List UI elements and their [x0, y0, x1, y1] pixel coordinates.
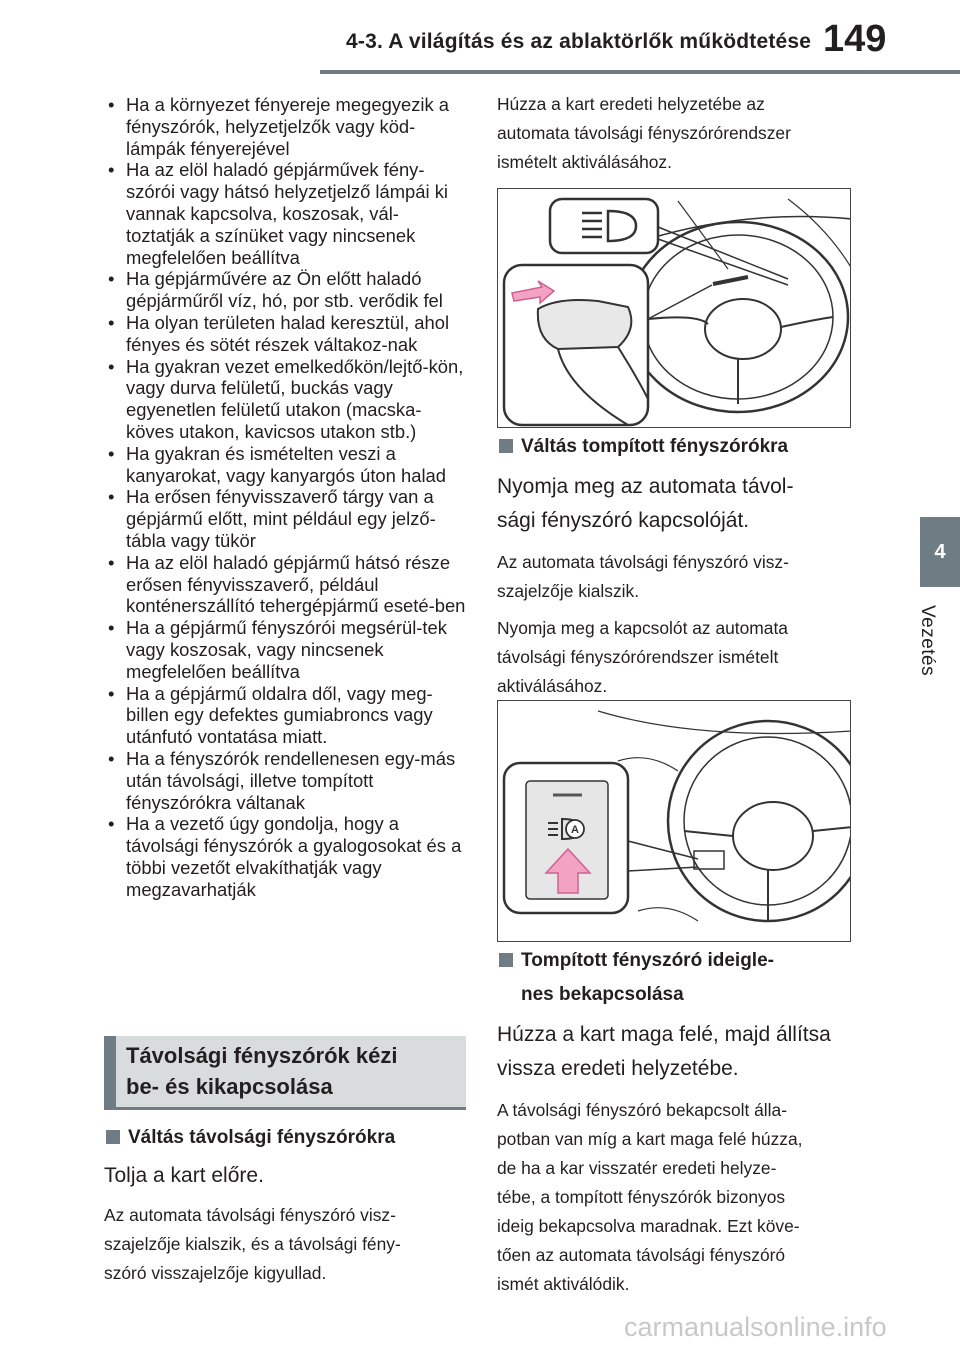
instruction-lead: Húzza a kart maga felé, majd állítsa: [497, 1023, 831, 1046]
instruction-lead: Tolja a kart előre.: [104, 1164, 264, 1187]
reactivate-text: [497, 90, 857, 177]
section-heading-line1: Távolsági fényszórók kézi: [126, 1043, 398, 1068]
condition-list: [104, 94, 466, 900]
list-item: • Ha a fényszórók rendellenesen egy-más után távolsági, illetve tompított fényszórókra váltanak: [104, 748, 466, 813]
body-line: szajelzője kialszik, és a távolsági fény-: [104, 1234, 401, 1254]
body-line: A távolsági fényszóró bekapcsolt álla-: [497, 1100, 788, 1120]
list-item: • Ha gyakran és ismételten veszi a kanyarokat, vagy kanyargós úton halad: [104, 443, 466, 487]
temporary-low-beam-section: [497, 944, 867, 1299]
body-line: tébe, a tompított fényszórók bizonyos: [497, 1187, 786, 1207]
section-heading-box: [104, 1036, 466, 1110]
body-line: tően az automata távolsági fényszóró: [497, 1245, 786, 1265]
chapter-side-label: Vezetés: [917, 605, 938, 677]
instruction-lead: vissza eredeti helyzetébe.: [497, 1057, 739, 1080]
svg-text:A: A: [571, 824, 579, 836]
header-rule: [320, 70, 960, 74]
body-line: Az automata távolsági fényszóró visz-: [104, 1205, 396, 1225]
list-item: • Ha a vezető úgy gondolja, hogy a távolsági fényszórók a gyalogosokat és a többi vezetőt elvakíthatják vagy megzavarhatják: [104, 813, 466, 900]
body-line: távolsági fényszórórendszer ismételt: [497, 647, 779, 667]
page-number: 149: [823, 18, 887, 60]
high-beam-section: [104, 1121, 474, 1288]
body-line: potban van míg a kart maga felé húzza,: [497, 1129, 803, 1149]
subheading-low-beam: Váltás tompított fényszórókra: [497, 430, 867, 464]
chapter-title: 4-3. A világítás és az ablaktörlők működtetése: [346, 30, 812, 53]
switch-press-drawing: [498, 701, 851, 942]
subheading-temporary-low-beam-cont: [497, 978, 867, 1012]
lever-illustration: [497, 188, 851, 428]
footer-watermark: carmanualsonline.info: [624, 1312, 887, 1342]
body-line: automata távolsági fényszórórendszer: [497, 123, 791, 143]
body-line: aktiválásához.: [497, 676, 608, 696]
list-item: • Ha erősen fényvisszaverő tárgy van a gépjármű előtt, mint például egy jelző-tábla vagy tükör: [104, 486, 466, 551]
subheading-temporary-low-beam: Tompított fényszóró ideigle-: [497, 944, 867, 978]
subheading-high-beam: Váltás távolsági fényszórókra: [104, 1121, 474, 1155]
list-item: • Ha a gépjármű fényszórói megsérül-tek vagy koszosak, vagy nincsenek megfelelően beállítva: [104, 617, 466, 682]
list-item: • Ha az elöl haladó gépjárművek fény-szórói vagy hátsó helyzetjelző lámpái ki vannak kapcsolva, koszosak, vál-toztatják a színüket vagy nincsenek megfelelően beállítva: [104, 159, 466, 268]
page-header: [0, 0, 960, 74]
body-line: szóró visszajelzője kigyullad.: [104, 1263, 327, 1283]
subheading-line: nes bekapcsolása: [521, 984, 684, 1005]
left-column: [104, 94, 466, 900]
instruction-lead: Nyomja meg az automata távol-: [497, 475, 794, 498]
list-item: • Ha gyakran vezet emelkedőkön/lejtő-kön, vagy durva felületű, buckás vagy egyenetlen felületű utakon (macska-köves utakon, kavicsos utakon stb.): [104, 356, 466, 443]
body-line: szajelzője kialszik.: [497, 581, 640, 601]
instruction-lead: sági fényszóró kapcsolóját.: [497, 509, 750, 532]
low-beam-section: [497, 430, 867, 701]
body-line: ismételt aktiválásához.: [497, 152, 672, 172]
body-line: ismét aktiválódik.: [497, 1274, 630, 1294]
switch-illustration: [497, 700, 851, 942]
body-line: Az automata távolsági fényszóró visz-: [497, 552, 789, 572]
list-item: • Ha az elöl haladó gépjármű hátsó része erősen fényvisszaverő, például konténerszállító tehergépjármű eseté-ben: [104, 552, 466, 617]
body-line: ideig bekapcsolva maradnak. Ezt köve-: [497, 1216, 800, 1236]
lever-push-drawing: [498, 189, 851, 428]
chapter-tab: 4: [920, 517, 960, 587]
body-line: Húzza a kart eredeti helyzetébe az: [497, 94, 765, 114]
section-heading: [126, 1040, 397, 1102]
list-item: • Ha a környezet fényereje megegyezik a fényszórók, helyzetjelzők vagy köd-lámpák fényerejével: [104, 94, 466, 159]
list-item: • Ha gépjárművére az Ön előtt haladó gépjárműről víz, hó, por stb. verődik fel: [104, 268, 466, 312]
list-item: • Ha olyan területen halad keresztül, ahol fényes és sötét részek váltakoz-nak: [104, 312, 466, 356]
list-item: • Ha a gépjármű oldalra dől, vagy meg-billen egy defektes gumiabroncs vagy utánfutó vontatása miatt.: [104, 683, 466, 748]
body-line: Nyomja meg a kapcsolót az automata: [497, 618, 788, 638]
section-heading-line2: be- és kikapcsolása: [126, 1074, 333, 1099]
body-line: de ha a kar visszatér eredeti helyze-: [497, 1158, 777, 1178]
